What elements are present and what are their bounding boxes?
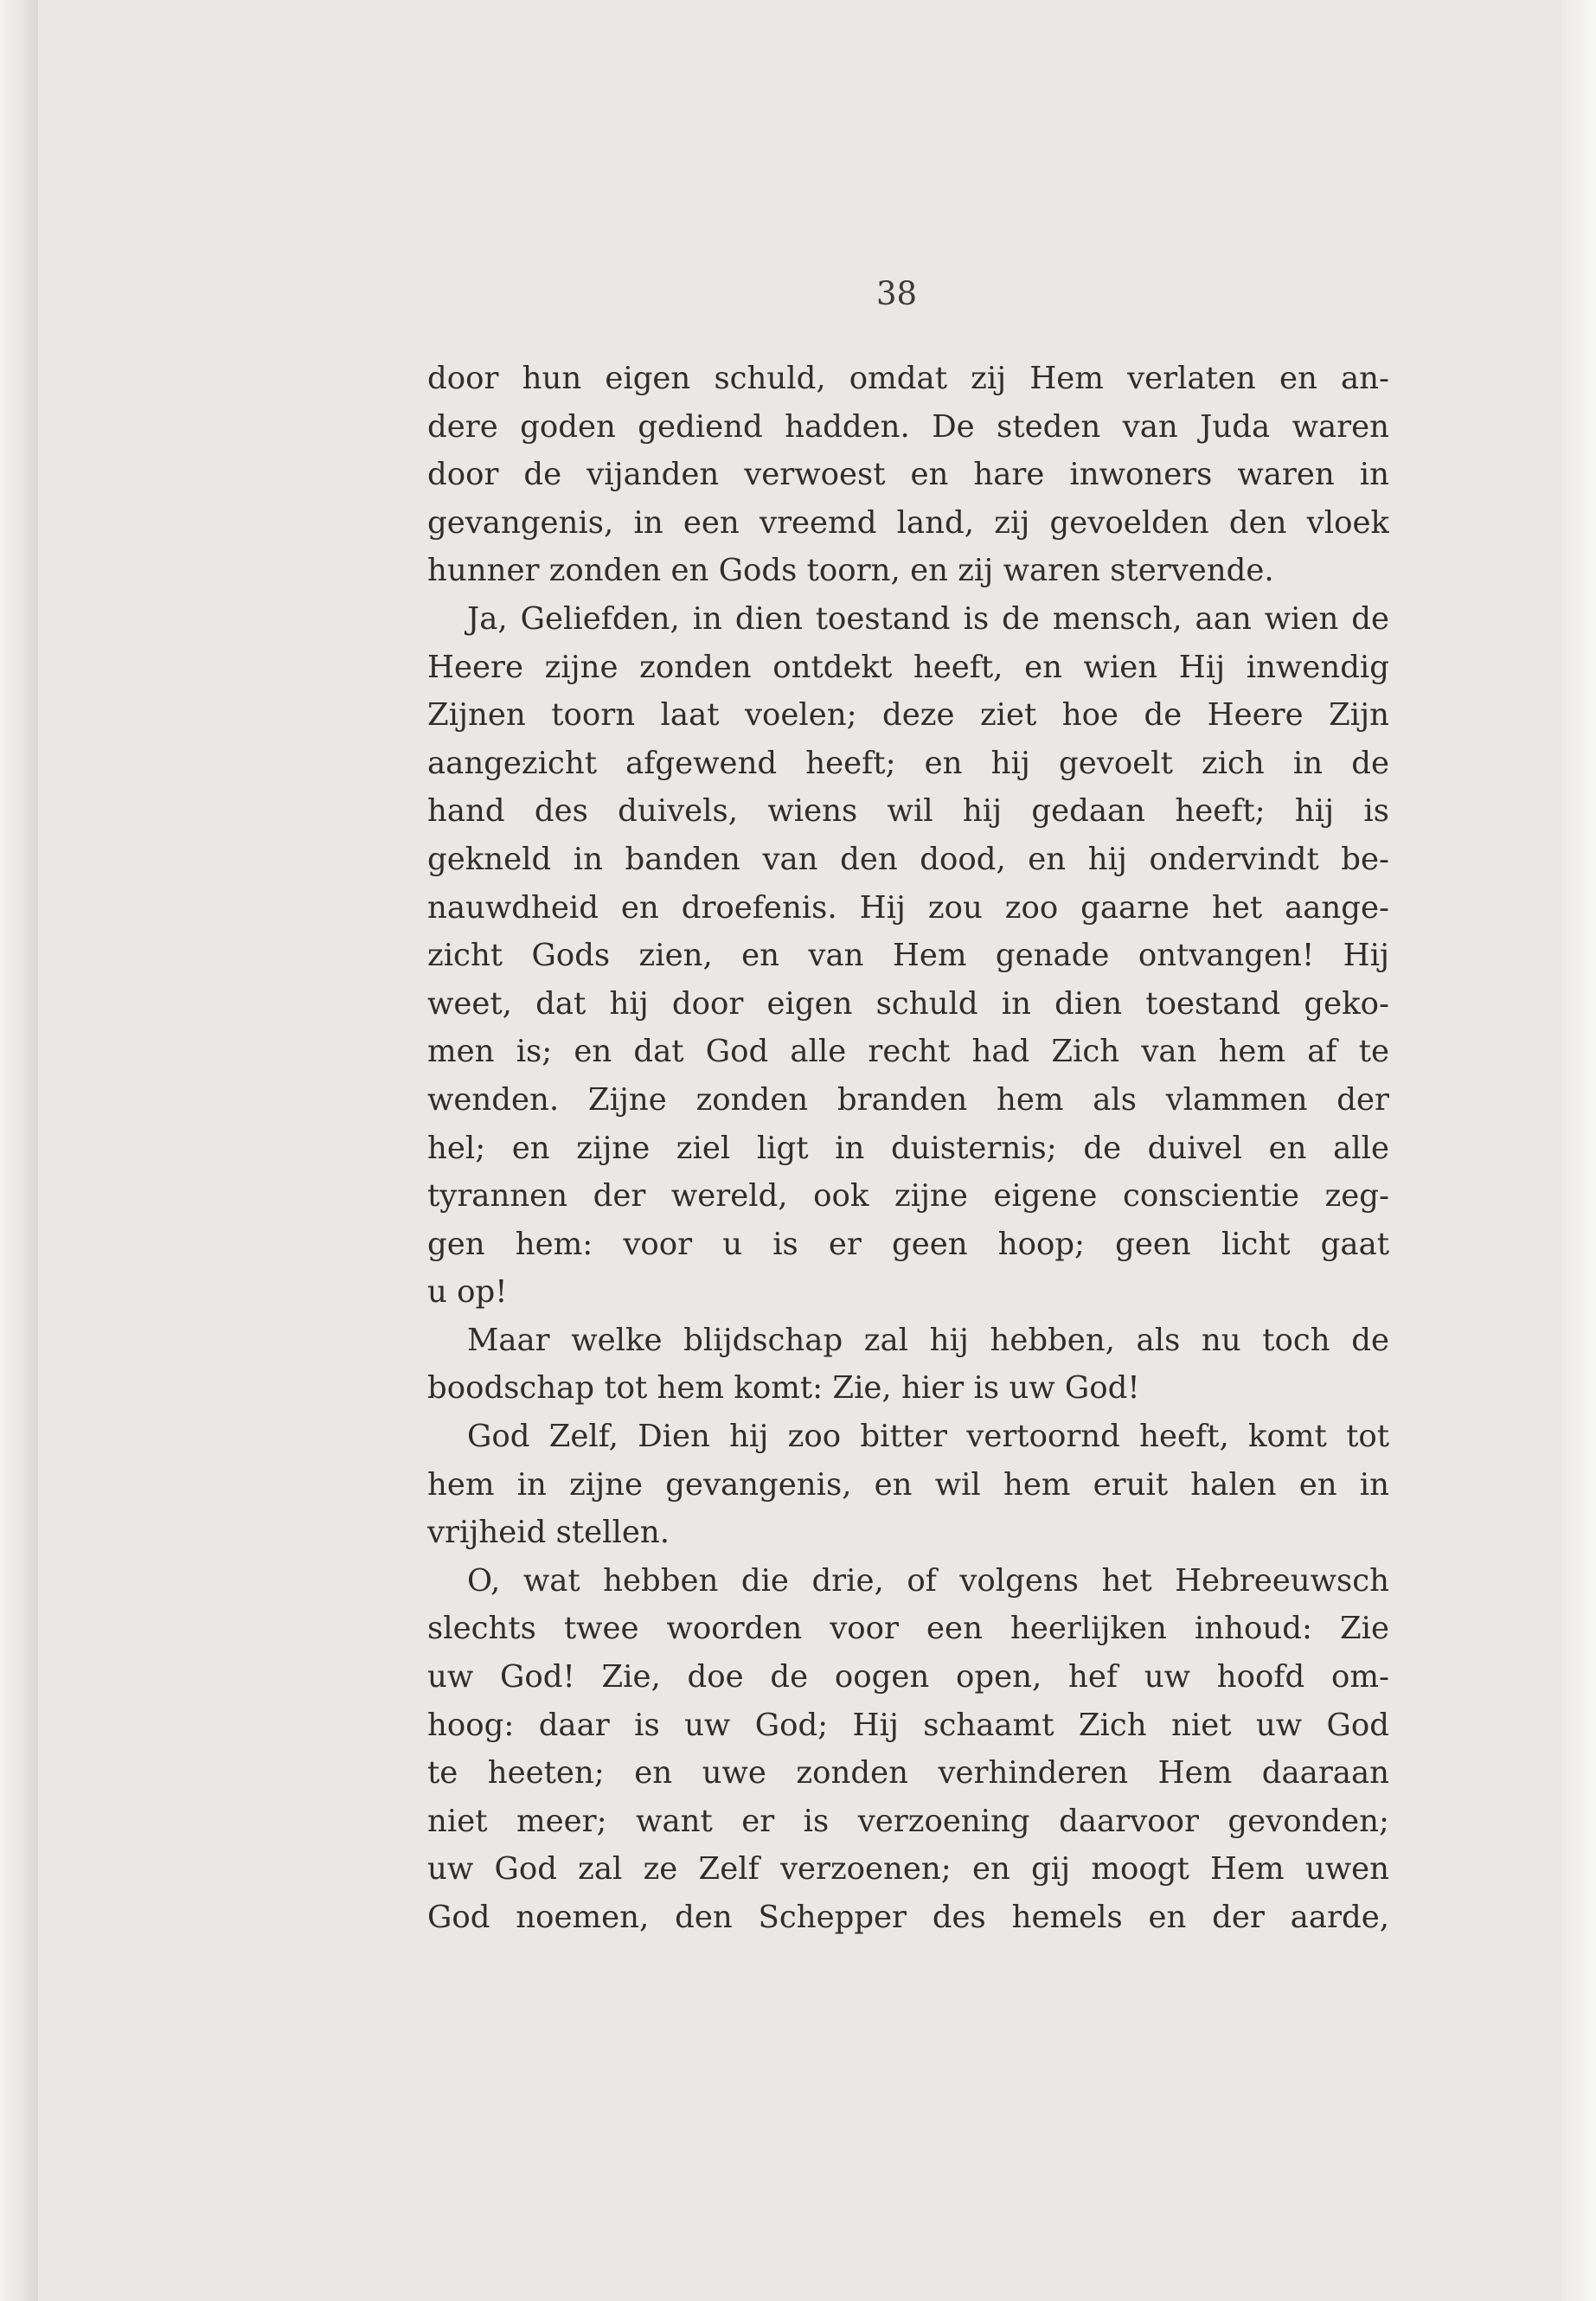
text-line: weet, dat hij door eigen schuld in dien toestand geko- — [427, 985, 1389, 1022]
text-line: gevangenis, in een vreemd land, zij gevoelden den vloek — [427, 504, 1389, 541]
text-line: God noemen, den Schepper des hemels en der aarde, — [427, 1900, 1389, 1935]
text-line: u op! — [427, 1274, 508, 1311]
text-line: slechts twee woorden voor een heerlijken inhoud: Zie — [427, 1611, 1389, 1647]
text-line: hem in zijne gevangenis, en wil hem eruit halen en in — [427, 1466, 1389, 1503]
text-line: O, wat hebben die drie, of volgens het Hebreeuwsch — [467, 1562, 1389, 1599]
text-line: gekneld in banden van den dood, en hij ondervindt be- — [427, 841, 1389, 877]
text-line: zicht Gods zien, en van Hem genade ontvangen! Hij — [427, 938, 1389, 974]
scan-left-edge — [0, 0, 38, 2301]
text-line: hel; en zijne ziel ligt in duisternis; de duivel en alle — [427, 1130, 1389, 1166]
text-line: men is; en dat God alle recht had Zich van hem af te — [427, 1034, 1389, 1070]
text-line: God Zelf, Dien hij zoo bitter vertoornd heeft, komt tot — [467, 1419, 1389, 1455]
text-line: gen hem: voor u is er geen hoop; geen licht gaat — [427, 1226, 1389, 1262]
body-text — [427, 355, 1389, 1942]
text-line: Zijnen toorn laat voelen; deze ziet hoe de Heere Zijn — [427, 697, 1389, 734]
text-line: door de vijanden verwoest en hare inwoners waren in — [427, 457, 1389, 493]
text-line: niet meer; want er is verzoening daarvoor gevonden; — [427, 1803, 1389, 1839]
book-page — [38, 0, 1561, 2301]
text-line: hoog: daar is uw God; Hij schaamt Zich niet uw God — [427, 1707, 1389, 1743]
text-line: Ja, Geliefden, in dien toestand is de mensch, aan wien de — [467, 600, 1389, 637]
text-line: hand des duivels, wiens wil hij gedaan heeft; hij is — [427, 793, 1389, 830]
text-line: aangezicht afgewend heeft; en hij gevoelt zich in de — [427, 745, 1389, 781]
text-line: vrijheid stellen. — [427, 1515, 670, 1551]
text-line: uw God! Zie, doe de oogen open, hef uw hoofd om- — [427, 1659, 1389, 1695]
page-number: 38 — [875, 275, 918, 312]
text-line: Maar welke blijdschap zal hij hebben, als nu toch de — [467, 1322, 1389, 1358]
text-line: hunner zonden en Gods toorn, en zij waren stervende. — [427, 553, 1274, 589]
text-line: te heeten; en uwe zonden verhinderen Hem daaraan — [427, 1755, 1389, 1791]
text-line: wenden. Zijne zonden branden hem als vlammen der — [427, 1081, 1389, 1118]
text-line: Heere zijne zonden ontdekt heeft, en wien Hij inwendig — [427, 649, 1389, 685]
text-line: nauwdheid en droefenis. Hij zou zoo gaarne het aange- — [427, 889, 1389, 926]
text-line: door hun eigen schuld, omdat zij Hem verlaten en an- — [427, 361, 1389, 396]
text-line: uw God zal ze Zelf verzoenen; en gij moogt Hem uwen — [427, 1851, 1389, 1888]
scan-right-edge — [1561, 0, 1596, 2301]
text-line: boodschap tot hem komt: Zie, hier is uw God! — [427, 1370, 1140, 1407]
text-line: tyrannen der wereld, ook zijne eigene conscientie zeg- — [427, 1178, 1389, 1215]
text-line: dere goden gediend hadden. De steden van Juda waren — [427, 408, 1389, 445]
